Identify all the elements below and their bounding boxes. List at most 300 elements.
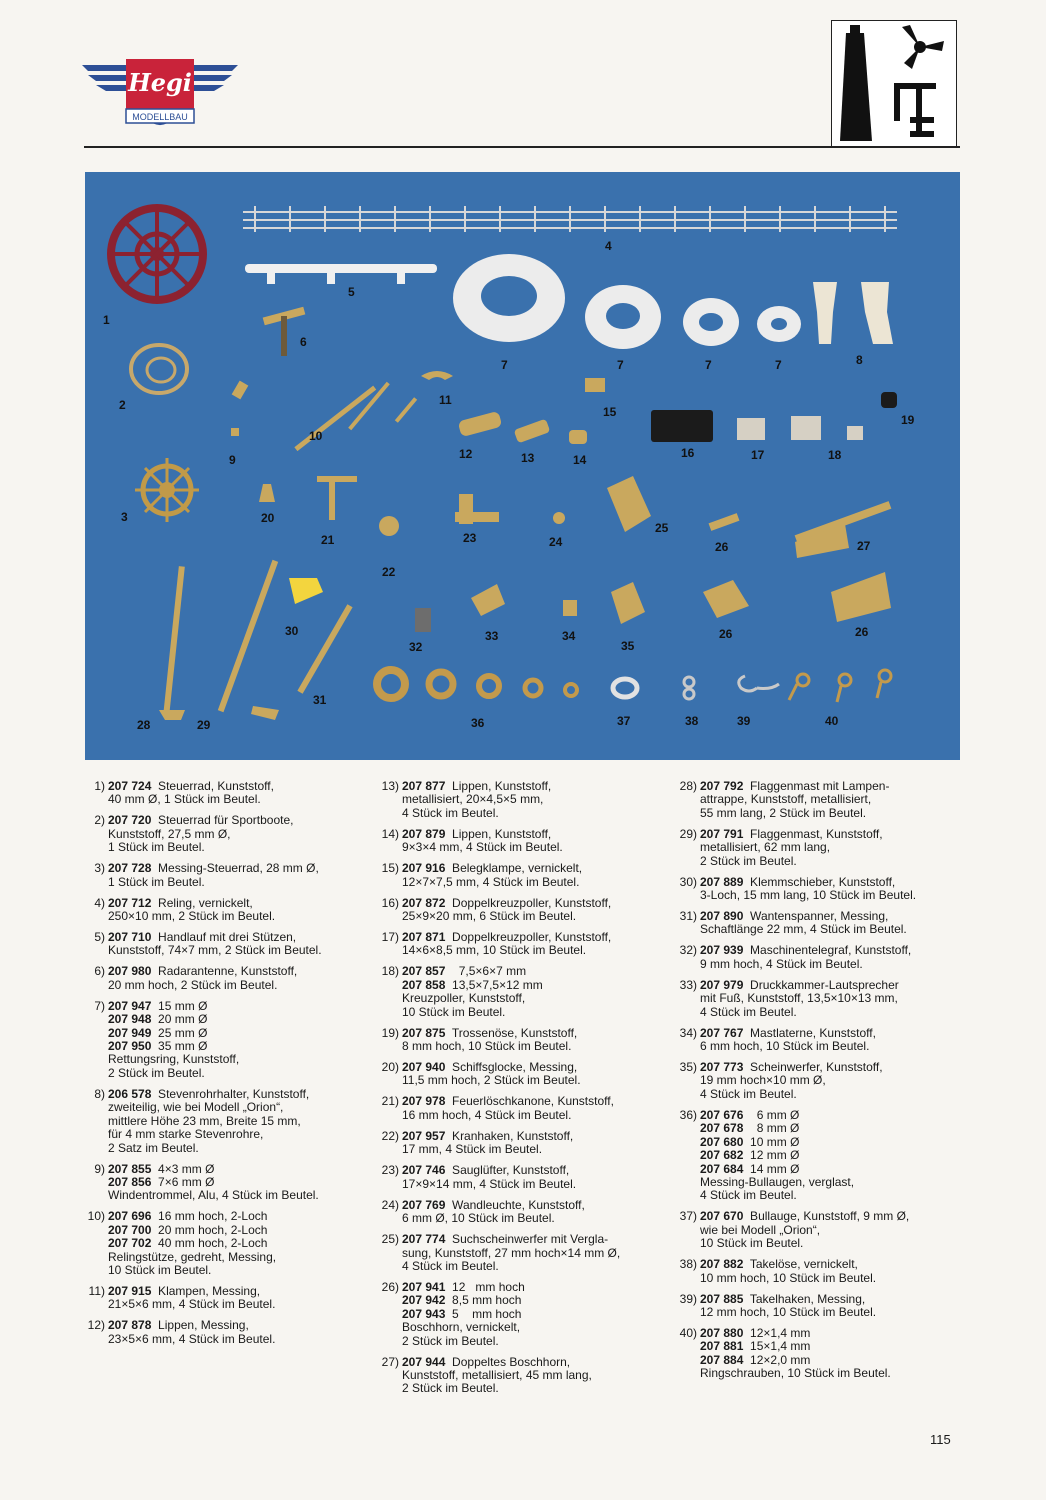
- photo-label-5: 5: [348, 285, 355, 299]
- article-number: 207 944: [402, 1354, 446, 1369]
- entry-text: Maschinentelegraf, Kunststoff,: [743, 943, 912, 958]
- entry-body: [402, 1233, 670, 1273]
- entry-body: [700, 1210, 966, 1250]
- entry-body: [402, 1061, 670, 1088]
- catalog-entry: [676, 876, 966, 903]
- entry-number: 17): [381, 930, 399, 945]
- section-icon-box: [831, 20, 957, 147]
- catalog-entry: [378, 780, 670, 820]
- entry-number: 37): [679, 1209, 697, 1224]
- photo-label-21: 21: [321, 533, 335, 547]
- entry-number: 12): [87, 1318, 105, 1333]
- photo-label-26a: 26: [715, 540, 729, 554]
- entry-text: Handlauf mit drei Stützen,: [151, 930, 297, 945]
- entry-text: 250×10 mm, 2 Stück im Beutel.: [108, 909, 276, 924]
- entry-number: 4): [94, 895, 105, 910]
- entry-line: [108, 1115, 374, 1128]
- article-number: 207 939: [700, 943, 744, 958]
- entry-body: [108, 780, 374, 807]
- photo-label-7c: 7: [705, 358, 712, 372]
- entry-text: 12 mm hoch, 10 Stück im Beutel.: [700, 1304, 877, 1319]
- article-number: 207 684: [700, 1161, 744, 1176]
- catalog-column-2: [378, 780, 670, 1403]
- entry-line: [108, 828, 374, 841]
- entry-line: [108, 931, 374, 944]
- entry-number: 8): [94, 1086, 105, 1101]
- entry-text: 25 mm Ø: [151, 1025, 208, 1040]
- photo-label-15: 15: [603, 405, 617, 419]
- entry-line: [108, 876, 374, 889]
- entry-text: Stevenrohrhalter, Kunststoff,: [151, 1086, 310, 1101]
- entry-line: [402, 1178, 670, 1191]
- entry-text: Klemmschieber, Kunststoff,: [743, 874, 896, 889]
- entry-line: [700, 1088, 966, 1101]
- entry-line: [402, 1260, 670, 1273]
- entry-line: [108, 965, 374, 978]
- photo-label-19: 19: [901, 413, 915, 427]
- photo-label-2: 2: [119, 398, 126, 412]
- entry-line: [108, 1251, 374, 1264]
- article-number: 207 889: [700, 874, 744, 889]
- entry-line: [108, 1088, 374, 1101]
- entry-text: Lippen, Kunststoff,: [445, 779, 552, 793]
- entry-line: [402, 841, 670, 854]
- entry-text: Doppeltes Boschhorn,: [445, 1354, 571, 1369]
- catalog-entry: [676, 1258, 966, 1285]
- entry-line: [700, 1354, 966, 1367]
- article-number: 207 767: [700, 1025, 744, 1040]
- article-number: 207 774: [402, 1232, 446, 1247]
- entry-body: [108, 1319, 374, 1346]
- entry-body: [108, 1285, 374, 1312]
- entry-text: Rettungsring, Kunststoff,: [108, 1052, 240, 1067]
- entry-line: [700, 889, 966, 902]
- entry-text: sung, Kunststoff, 27 mm hoch×14 mm Ø,: [402, 1245, 621, 1260]
- catalog-entry: [84, 931, 374, 958]
- entry-text: 10 mm Ø: [743, 1134, 800, 1149]
- entry-text: Schiffsglocke, Messing,: [445, 1060, 578, 1075]
- entry-line: [700, 944, 966, 957]
- article-number: 207 885: [700, 1291, 744, 1306]
- entry-line: [108, 910, 374, 923]
- article-number: 207 881: [700, 1339, 744, 1354]
- entry-text: Windentrommel, Alu, 4 Stück im Beutel.: [108, 1188, 319, 1203]
- entry-body: [108, 965, 374, 992]
- article-number: 207 696: [108, 1209, 152, 1224]
- entry-number: 27): [381, 1354, 399, 1369]
- entry-line: [402, 793, 670, 806]
- entry-number: 40): [679, 1325, 697, 1340]
- entry-body: [402, 862, 670, 889]
- entry-number: 21): [381, 1094, 399, 1109]
- entry-text: 9×3×4 mm, 4 Stück im Beutel.: [402, 840, 563, 855]
- entry-body: [700, 979, 966, 1019]
- entry-line: [700, 1122, 966, 1135]
- photo-label-22: 22: [382, 565, 396, 579]
- catalog-column-1: [84, 780, 374, 1354]
- entry-line: [402, 1356, 670, 1369]
- entry-text: 12×7×7,5 mm, 4 Stück im Beutel.: [402, 874, 580, 889]
- catalog-entry: [676, 1210, 966, 1250]
- article-number: 207 957: [402, 1128, 446, 1143]
- entry-body: [108, 862, 374, 889]
- catalog-entry: [676, 944, 966, 971]
- article-number: 207 980: [108, 964, 152, 979]
- entry-body: [108, 1088, 374, 1155]
- entry-line: [700, 1149, 966, 1162]
- entry-line: [108, 1224, 374, 1237]
- catalog-entry: [378, 1164, 670, 1191]
- photo-label-26c: 26: [855, 625, 869, 639]
- entry-line: [108, 1176, 374, 1189]
- article-number: 207 890: [700, 909, 744, 924]
- entry-line: [700, 828, 966, 841]
- catalog-entry: [378, 828, 670, 855]
- entry-line: [108, 1013, 374, 1026]
- entry-number: 39): [679, 1291, 697, 1306]
- entry-line: [402, 897, 670, 910]
- photo-label-33: 33: [485, 629, 499, 643]
- catalog-entry: [676, 780, 966, 820]
- entry-line: [108, 1285, 374, 1298]
- photo-label-17: 17: [751, 448, 765, 462]
- photo-label-4: 4: [605, 239, 612, 253]
- entry-number: 10): [87, 1209, 105, 1224]
- entry-number: 14): [381, 826, 399, 841]
- entry-text: 4 Stück im Beutel.: [402, 805, 499, 820]
- article-number: 207 880: [700, 1325, 744, 1340]
- entry-text: Klampen, Messing,: [151, 1283, 261, 1298]
- entry-line: [108, 1319, 374, 1332]
- entry-line: [108, 1333, 374, 1346]
- entry-text: 15×1,4 mm: [743, 1339, 811, 1354]
- entry-line: [700, 1306, 966, 1319]
- entry-text: 11,5 mm hoch, 2 Stück im Beutel.: [402, 1073, 581, 1088]
- entry-text: 4 Stück im Beutel.: [402, 1258, 499, 1273]
- entry-text: Steuerrad für Sportboote,: [151, 813, 294, 828]
- entry-text: Druckkammer-Lautsprecher: [743, 977, 899, 992]
- entry-number: 7): [94, 998, 105, 1013]
- entry-line: [108, 793, 374, 806]
- entry-line: [700, 1027, 966, 1040]
- article-number: 207 872: [402, 895, 446, 910]
- entry-line: [402, 1143, 670, 1156]
- entry-text: Reling, vernickelt,: [151, 895, 253, 910]
- entry-number: 5): [94, 930, 105, 945]
- entry-line: [700, 1224, 966, 1237]
- catalog-entry: [84, 780, 374, 807]
- entry-line: [402, 862, 670, 875]
- catalog-entry: [676, 1109, 966, 1203]
- article-number: 207 979: [700, 977, 744, 992]
- entry-text: Wandleuchte, Kunststoff,: [445, 1197, 585, 1212]
- entry-text: Kunststoff, 27,5 mm Ø,: [108, 826, 231, 841]
- entry-text: Doppelkreuzpoller, Kunststoff,: [445, 895, 612, 910]
- entry-line: [108, 1264, 374, 1277]
- entry-body: [700, 876, 966, 903]
- article-number: 207 670: [700, 1209, 744, 1224]
- entry-line: [402, 1321, 670, 1334]
- entry-text: 12×1,4 mm: [743, 1325, 811, 1340]
- entry-line: [700, 910, 966, 923]
- entry-line: [108, 1053, 374, 1066]
- entry-body: [700, 910, 966, 937]
- entry-text: 25×9×20 mm, 6 Stück im Beutel.: [402, 909, 577, 924]
- photo-label-26b: 26: [719, 627, 733, 641]
- entry-text: Boschhorn, vernickelt,: [402, 1320, 521, 1335]
- article-number: 207 916: [402, 861, 446, 876]
- article-number: 207 720: [108, 813, 152, 828]
- article-number: 207 940: [402, 1060, 446, 1075]
- entry-body: [402, 828, 670, 855]
- photo-label-27: 27: [857, 539, 871, 553]
- entry-text: 10 Stück im Beutel.: [402, 1004, 506, 1019]
- entry-line: [108, 1128, 374, 1141]
- entry-text: 8 mm hoch, 10 Stück im Beutel.: [402, 1039, 572, 1054]
- entry-body: [108, 814, 374, 854]
- entry-line: [402, 979, 670, 992]
- entry-line: [402, 876, 670, 889]
- entry-line: [402, 780, 670, 793]
- photo-label-11: 11: [439, 393, 452, 407]
- entry-text: Kreuzpoller, Kunststoff,: [402, 991, 526, 1006]
- article-number: 207 676: [700, 1107, 744, 1122]
- article-number: 207 950: [108, 1039, 152, 1054]
- entry-text: 6 mm Ø, 10 Stück im Beutel.: [402, 1211, 555, 1226]
- entry-text: Messing-Steuerrad, 28 mm Ø,: [151, 861, 319, 876]
- photo-label-10: 10: [309, 429, 323, 443]
- entry-line: [402, 910, 670, 923]
- photo-label-37: 37: [617, 714, 631, 728]
- entry-text: 40 mm hoch, 2-Loch: [151, 1236, 268, 1251]
- entry-number: 22): [381, 1128, 399, 1143]
- entry-text: 2 Stück im Beutel.: [402, 1381, 499, 1396]
- entry-line: [108, 1237, 374, 1250]
- entry-line: [108, 1142, 374, 1155]
- entry-body: [700, 1027, 966, 1054]
- entry-line: [402, 1308, 670, 1321]
- article-number: 207 710: [108, 930, 152, 945]
- entry-text: 40 mm Ø, 1 Stück im Beutel.: [108, 792, 261, 807]
- catalog-entry: [378, 1199, 670, 1226]
- entry-line: [402, 1164, 670, 1177]
- article-number: 207 871: [402, 930, 446, 945]
- entry-text: 14×6×8,5 mm, 10 Stück im Beutel.: [402, 943, 587, 958]
- catalog-entry: [378, 897, 670, 924]
- catalog-entry: [84, 814, 374, 854]
- catalog-entry: [676, 1027, 966, 1054]
- photo-label-28: 28: [137, 718, 151, 732]
- catalog-entry: [676, 910, 966, 937]
- entry-text: 10 mm hoch, 10 Stück im Beutel.: [700, 1270, 877, 1285]
- entry-body: [402, 965, 670, 1019]
- entry-body: [402, 1281, 670, 1348]
- entry-text: Lippen, Kunststoff,: [445, 826, 552, 841]
- entry-number: 24): [381, 1197, 399, 1212]
- entry-line: [700, 979, 966, 992]
- entry-line: [700, 1163, 966, 1176]
- entry-line: [108, 862, 374, 875]
- catalog-entry: [378, 862, 670, 889]
- entry-number: 29): [679, 826, 697, 841]
- entry-line: [700, 1237, 966, 1250]
- photo-label-39: 39: [737, 714, 751, 728]
- hegi-logo: [80, 55, 240, 135]
- catalog-entry: [378, 1281, 670, 1348]
- entry-text: 15 mm Ø: [151, 998, 208, 1013]
- entry-line: [402, 1335, 670, 1348]
- logo-script: Hegi: [128, 68, 192, 97]
- entry-text: 12×2,0 mm: [743, 1352, 811, 1367]
- entry-text: Radarantenne, Kunststoff,: [151, 964, 298, 979]
- entry-line: [108, 1163, 374, 1176]
- entry-body: [108, 931, 374, 958]
- entry-text: 19 mm hoch×10 mm Ø,: [700, 1073, 826, 1088]
- entry-body: [402, 1164, 670, 1191]
- entry-text: Lippen, Messing,: [151, 1318, 249, 1333]
- entry-text: 12 mm hoch: [445, 1279, 525, 1294]
- entry-text: 16 mm hoch, 4 Stück im Beutel.: [402, 1107, 572, 1122]
- entry-line: [402, 1027, 670, 1040]
- entry-line: [402, 1061, 670, 1074]
- catalog-entry: [84, 897, 374, 924]
- entry-line: [402, 807, 670, 820]
- entry-text: 9 mm hoch, 4 Stück im Beutel.: [700, 956, 863, 971]
- entry-body: [402, 1130, 670, 1157]
- photo-label-30: 30: [285, 624, 299, 638]
- entry-line: [700, 1189, 966, 1202]
- catalog-entry: [676, 828, 966, 868]
- catalog-entry: [84, 1285, 374, 1312]
- entry-text: mittlere Höhe 23 mm, Breite 15 mm,: [108, 1113, 301, 1128]
- entry-text: 55 mm lang, 2 Stück im Beutel.: [700, 805, 867, 820]
- photo-label-7a: 7: [501, 358, 508, 372]
- entry-text: Takelhaken, Messing,: [743, 1291, 866, 1306]
- photo-label-7d: 7: [775, 358, 782, 372]
- article-number: 207 882: [700, 1257, 744, 1272]
- entry-body: [700, 1109, 966, 1203]
- entry-number: 34): [679, 1025, 697, 1040]
- entry-line: [108, 1101, 374, 1114]
- entry-line: [700, 1061, 966, 1074]
- entry-number: 1): [94, 779, 105, 793]
- entry-line: [402, 1095, 670, 1108]
- entry-text: 4 Stück im Beutel.: [700, 1188, 797, 1203]
- entry-body: [700, 1293, 966, 1320]
- entry-text: Ringschrauben, 10 Stück im Beutel.: [700, 1366, 891, 1381]
- entry-body: [700, 944, 966, 971]
- entry-text: 1 Stück im Beutel.: [108, 840, 205, 855]
- entry-text: Kunststoff, 74×7 mm, 2 Stück im Beutel.: [108, 943, 322, 958]
- entry-line: [700, 1258, 966, 1271]
- article-number: 207 855: [108, 1161, 152, 1176]
- catalog-entry: [84, 1319, 374, 1346]
- article-number: 207 978: [402, 1094, 446, 1109]
- catalog-column-3: [676, 780, 966, 1388]
- entry-number: 31): [679, 909, 697, 924]
- entry-text: Doppelkreuzpoller, Kunststoff,: [445, 930, 612, 945]
- article-number: 207 878: [108, 1318, 152, 1333]
- photo-label-31: 31: [313, 693, 327, 707]
- entry-text: 5 mm hoch: [445, 1306, 522, 1321]
- entry-line: [700, 1109, 966, 1122]
- entry-text: 6 mm Ø: [743, 1107, 800, 1122]
- article-number: 207 877: [402, 779, 446, 793]
- entry-text: Wantenspanner, Messing,: [743, 909, 889, 924]
- entry-line: [402, 1212, 670, 1225]
- photo-label-40: 40: [825, 714, 839, 728]
- article-number: 207 856: [108, 1174, 152, 1189]
- entry-line: [700, 1340, 966, 1353]
- entry-body: [700, 780, 966, 820]
- entry-line: [700, 1367, 966, 1380]
- article-number: 207 948: [108, 1012, 152, 1027]
- entry-line: [700, 1210, 966, 1223]
- entry-text: metallisiert, 20×4,5×5 mm,: [402, 792, 544, 807]
- entry-line: [108, 1000, 374, 1013]
- article-number: 207 857: [402, 964, 446, 979]
- entry-line: [402, 1074, 670, 1087]
- entry-text: 23×5×6 mm, 4 Stück im Beutel.: [108, 1331, 276, 1346]
- entry-body: [108, 1210, 374, 1277]
- article-number: 207 947: [108, 998, 152, 1013]
- entry-body: [700, 828, 966, 868]
- entry-line: [700, 958, 966, 971]
- entry-number: 36): [679, 1107, 697, 1122]
- glue-tube-propeller-clamp-icon: [832, 21, 955, 145]
- entry-text: 14 mm Ø: [743, 1161, 800, 1176]
- entry-body: [402, 1199, 670, 1226]
- entry-text: 2 Stück im Beutel.: [402, 1333, 499, 1348]
- entry-line: [402, 1382, 670, 1395]
- entry-text: Bullauge, Kunststoff, 9 mm Ø,: [743, 1209, 910, 1224]
- entry-body: [108, 897, 374, 924]
- entry-number: 20): [381, 1060, 399, 1075]
- entry-text: 21×5×6 mm, 4 Stück im Beutel.: [108, 1297, 276, 1312]
- entry-line: [402, 1199, 670, 1212]
- catalog-entry: [378, 1356, 670, 1396]
- article-number: 207 884: [700, 1352, 744, 1367]
- catalog-entry: [84, 965, 374, 992]
- entry-number: 38): [679, 1257, 697, 1272]
- entry-text: für 4 mm starke Stevenrohre,: [108, 1127, 264, 1142]
- entry-text: 17×9×14 mm, 4 Stück im Beutel.: [402, 1176, 577, 1191]
- article-number: 207 943: [402, 1306, 446, 1321]
- entry-text: 8 mm Ø: [743, 1121, 800, 1136]
- article-number: 207 769: [402, 1197, 446, 1212]
- article-number: 207 792: [700, 779, 744, 793]
- entry-line: [700, 923, 966, 936]
- entry-line: [402, 944, 670, 957]
- photo-label-24: 24: [549, 535, 563, 549]
- photo-label-3: 3: [121, 510, 128, 524]
- entry-line: [108, 1210, 374, 1223]
- entry-text: 13,5×7,5×12 mm: [445, 977, 543, 992]
- entry-text: Flaggenmast, Kunststoff,: [743, 826, 883, 841]
- entry-text: 4 Stück im Beutel.: [700, 1004, 797, 1019]
- article-number: 207 712: [108, 895, 152, 910]
- entry-line: [700, 1293, 966, 1306]
- entry-line: [700, 1006, 966, 1019]
- catalog-entry: [378, 931, 670, 958]
- entry-body: [700, 1061, 966, 1101]
- entry-number: 11): [88, 1283, 105, 1298]
- entry-text: Feuerlöschkanone, Kunststoff,: [445, 1094, 614, 1109]
- article-number: 207 791: [700, 826, 744, 841]
- entry-body: [108, 1000, 374, 1080]
- photo-label-25: 25: [655, 521, 669, 535]
- entry-number: 18): [381, 964, 399, 979]
